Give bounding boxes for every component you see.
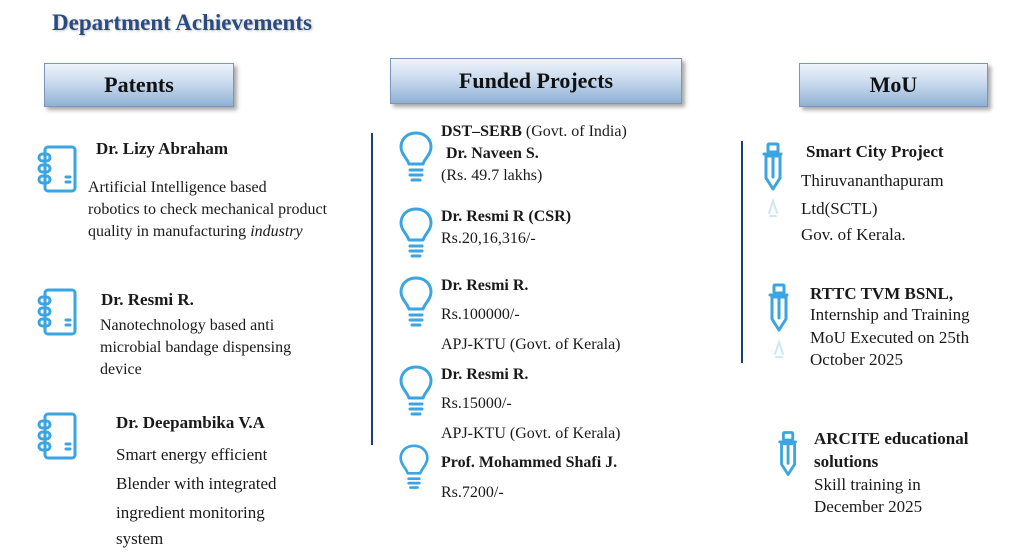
column-divider (371, 133, 373, 445)
funded-amount: Rs.7200/- (441, 484, 504, 501)
lightbulb-icon (398, 275, 434, 331)
page-title: Department Achievements (52, 10, 312, 35)
mou-detail-line: Skill training in (814, 475, 921, 494)
patents-header (44, 63, 234, 107)
patent-inventor: Dr. Deepambika V.A (116, 413, 265, 432)
mou-partner-name: solutions (814, 452, 879, 471)
patent-inventor: Dr. Resmi R. (101, 290, 194, 309)
mou-detail-line: MoU Executed on 25th (810, 328, 970, 347)
funded-pi-name: Dr. Resmi R. (441, 277, 529, 294)
patents-header-label: Patents (104, 72, 174, 97)
funded-projects-header (390, 58, 682, 104)
mou-detail-line: Ltd(SCTL) (801, 199, 878, 218)
funded-pi-name: Prof. Mohammed Shafi J. (441, 454, 618, 471)
funding-agency: (Govt. of India) (521, 123, 627, 140)
notebook-icon (36, 144, 82, 194)
mou-partner-name: Smart City Project (806, 142, 944, 161)
mou-detail-line: December 2025 (814, 497, 923, 516)
funded-header-label: Funded Projects (458, 68, 614, 93)
pen-icon (775, 428, 803, 480)
funded-agency: APJ-KTU (Govt. of Kerala) (441, 425, 621, 442)
mou-partner-name: RTTC TVM BSNL, (810, 284, 954, 303)
funded-agency: APJ-KTU (Govt. of Kerala) (441, 336, 621, 353)
lightbulb-icon (398, 364, 434, 420)
funded-pi-name: Dr. Resmi R. (441, 366, 529, 383)
mou-detail-line: Internship and Training (810, 305, 970, 324)
lightbulb-icon (398, 130, 434, 186)
pen-icon (765, 282, 795, 362)
patent-description-line: Nanotechnology based anti (100, 317, 275, 334)
patent-description-italic: industry (250, 223, 303, 240)
mou-detail-line: Thiruvananthapuram (801, 171, 944, 190)
patent-description-line: Artificial Intelligence based (88, 179, 267, 196)
lightbulb-icon (398, 443, 430, 493)
patent-description-line: Smart energy efficient (116, 445, 268, 464)
funded-amount: Rs.100000/- (441, 306, 520, 323)
patent-description-text: quality in manufacturing (88, 223, 251, 240)
patent-description-line: Blender with integrated (116, 474, 277, 493)
funding-scheme: DST–SERB (441, 123, 522, 140)
funded-amount: Rs.20,16,316/- (441, 230, 536, 247)
patent-description-line: system (116, 529, 164, 548)
column-divider (741, 141, 743, 363)
notebook-icon (36, 287, 82, 337)
patent-description-line: ingredient monitoring (116, 503, 265, 522)
patent-inventor: Dr. Lizy Abraham (96, 139, 229, 158)
mou-detail-line: October 2025 (810, 350, 904, 369)
funded-pi-name: Dr. Naveen S. (446, 145, 539, 162)
mou-header-label: MoU (869, 72, 918, 97)
mou-detail-line: Gov. of Kerala. (801, 225, 906, 244)
notebook-icon (36, 411, 82, 461)
patent-description-line: microbial bandage dispensing (100, 339, 292, 356)
patent-description-line: device (100, 361, 142, 378)
funded-amount: Rs.15000/- (441, 395, 512, 412)
lightbulb-icon (398, 206, 434, 262)
mou-header (799, 63, 988, 107)
funded-agency-line (441, 121, 627, 143)
pen-icon (759, 141, 789, 221)
funded-amount: (Rs. 49.7 lakhs) (441, 167, 543, 184)
funded-pi-name: Dr. Resmi R (CSR) (441, 208, 572, 225)
patent-description-line: robotics to check mechanical product (88, 201, 328, 218)
patent-description-line (88, 221, 303, 243)
mou-partner-name: ARCITE educational (814, 429, 969, 448)
